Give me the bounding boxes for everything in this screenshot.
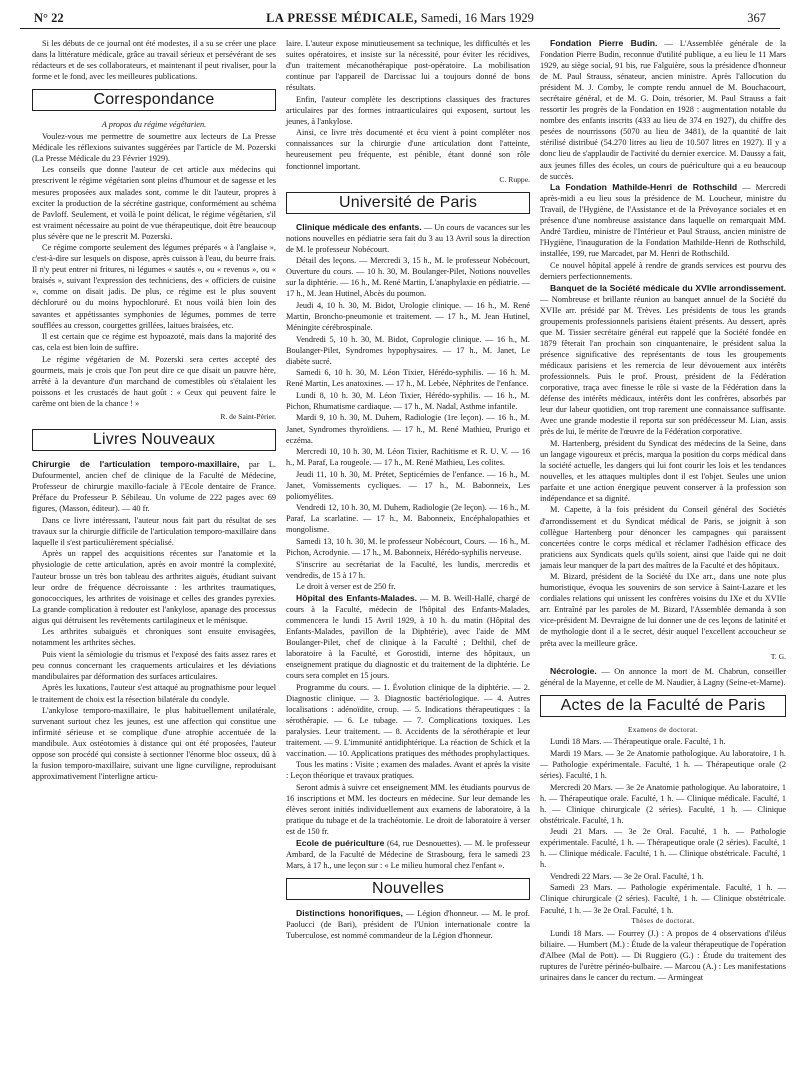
notice-text: — On annonce la mort de M. Chabrun, conseiller général de la Mayenne, et celle de M. Naudier, à Lagny (Seine-et-Marne). [540, 666, 787, 687]
book-review-paragraph: Après les luxations, l'auteur s'est attaqué au prognathisme pour lequel le traitement de choix est la résection bilatérale du condyle. [32, 683, 276, 704]
book-review-continued: laire. L'auteur expose minutieusement sa technique, les difficultés et les suites opératoires, et insiste sur la nécessité, pour éviter les récidives, d'un traitement mécanothérapique post-opératoire. La mobilisation continue par l'appareil de Darcissac lui a toujours donné de bons résultats. [286, 39, 530, 93]
notice-budin [540, 38, 786, 182]
correspondance-paragraph: Le régime végétarien de M. Pozerski sera certes accepté des gourmets, mais je crois que l'on peut dire ce que disait un pauvre hère, arrêté à la devanture d'un marchand de comestibles où s'étalaient les poissons et les crustacés de haut goût : « Ceux qui peuvent faire le carême ont bien de la chance ! » [32, 354, 276, 408]
page-number: 367 [747, 11, 766, 25]
lesson-schedule: Jeudi 11, 10 h. 30, M. Prétet, Septicémies de l'enfance. — 16 h., M. Janet, Vomissements cycliques. — 17 h., M. Babonneix, Les poliomyélites. [286, 469, 530, 501]
column-3 [540, 38, 786, 983]
section-title-livres: Livres Nouveaux [32, 429, 276, 451]
book-review-paragraph: L'ankylose temporo-maxillaire, le plus habituellement unilatérale, survenant surtout chez les jeunes, est une affection qui constitue une infirmité sérieuse et se complique d'une atrophie accentuée de la mandibule. Aux ostéotomies à distance qui ont été proposées, l'auteur oppose son procédé qui consiste à sectionner l'énorme bloc osseux, dû à la fusion temporo-maxillaire, suivant une ligne curviligne, reproduisant approximativement l'interligne articu- [32, 706, 276, 782]
column-1 [32, 38, 276, 783]
notice-rothschild [540, 182, 786, 259]
theses-label: Thèses de doctorat. [631, 917, 695, 926]
notice-text: Le droit à verser est de 250 fr. [296, 582, 396, 592]
book-entry [32, 459, 276, 514]
notice-necrologie [540, 666, 786, 688]
notice-hopital [286, 593, 530, 681]
book-review-signature: C. Ruppe. [499, 174, 530, 184]
correspondance-paragraph: Voulez-vous me permettre de soumettre aux lecteurs de La Presse Médicale les réflexions suivantes suggérées par l'article de M. Pozerski (La Presse Médicale du 23 Février 1929). [32, 131, 276, 163]
lesson-schedule: Mercredi 10, 10 h. 30, M. Léon Tixier, Rachitisme et R. U. V. — 16 h., M. Paraf, La rougeole. — 17 h., M. René Mathieu, Les colites. [286, 447, 530, 468]
notice-distinctions [286, 908, 530, 941]
notice-text: Ce nouvel hôpital appelé à rendre de grands services est pourvu des derniers perfectionnements. [540, 260, 786, 281]
notice-banquet [540, 283, 786, 438]
book-review-paragraph: Dans ce livre intéressant, l'auteur nous fait part du résultat de ses travaux sur la chirurgie difficile de l'articulation temporo-maxillaire dans laquelle il s'est particulièrement spécialisé. [32, 515, 276, 547]
notice-heading: La Fondation Mathilde-Henri de Rothschild [550, 182, 738, 193]
correspondance-signature: R. de Saint-Périer. [220, 411, 276, 421]
exam-label: Examens de doctorat. [627, 725, 699, 734]
notice-heading: Clinique médicale des enfants. [296, 221, 422, 232]
notice-text: — Un cours de vacances sur les notions nouvelles en pédiatrie sera fait du 3 au 13 Avril sous la direction de M. le professeur Nobécourt. [286, 222, 530, 254]
notice-ecole [286, 838, 530, 871]
journal-title [20, 11, 780, 26]
exam-entry: Vendredi 22 Mars. — 3e 2e Oral. Faculté, 1 h. [550, 871, 704, 881]
notice-text: S'inscrire au secrétariat de la Faculté, les lundis, mercredis et vendredis, de 15 à 17 h. [286, 559, 530, 580]
notice-text: M. Capette, à la fois président du Conseil général des Sociétés d'arrondissement et du Syndicat médical de Paris, se joignit à son collègue Hartenberg pour dénoncer les campagnes qui paraissent concertées contre le corps médical et réclamer l'adhésion efficace des praticiens aux Syndicats quels qu'ils soient, ainsi que l'aide qui ne doit jamais leur manquer de la part des maîtres de la Faculté et des hôpitaux. [540, 505, 786, 570]
notice-text: (64, rue Desnouettes). — M. le professeur Ambard, de la Faculté de Médecine de Strasbourg, fera le samedi 23 Mars, à 17 h., une leçon sur : « Le milieu humoral chez l'enfant ». [286, 838, 530, 870]
exam-entry: Mardi 19 Mars. — 3e 2e Anatomie pathologique. Au laboratoire, 1 h. — Pathologie expérimentale. Faculté, 1 h. — Thérapeutique orale (2 séries). Faculté, 1 h. [540, 748, 786, 780]
section-title-nouvelles: Nouvelles [286, 878, 530, 900]
book-review-paragraph: Ainsi, ce livre très documenté et écu vient à point compléter nos connaissances sur la chirurgie d'une articulation dont l'atteinte, heureusement peu fréquente, est pénible, étant donné son rôle fonctionnel important. [286, 128, 530, 171]
banquet-signature: T. G. [770, 651, 786, 661]
notice-text: M. Bizard, président de la Société du IXe arr., dans une note plus humoristique, évoqua les souvenirs de son service à Saint-Lazare et les cordiales relations qui unissent les confrères voisins du IXe et du XVIIe arr. Entraîné par les paroles de M. Bizard, l'Assemblée demanda à son vice-président M. Devraigne de lui donner une de ces leçons de latinité et de mythologie dont il a le secret, désir auquel l'excellent accoucheur se prêta avec la meilleure grâce. [540, 572, 786, 648]
book-reference: par L. Dufourmentel, ancien chef de clinique de la Faculté de Médecine, Professeur de chirurgie maxillo-faciale à l'Ecole dentaire de France. Préface du Professeur P. Sébileau. Un volume de 222 pages avec 69 figures, (Masson, éditeur). — 40 fr. [32, 460, 277, 514]
section-title-correspondance: Correspondance [32, 89, 276, 111]
notice-heading: Distinctions honorifiques, [296, 907, 403, 918]
correspondance-paragraph: Il est certain que ce régime est hypoazoté, mais dans la majorité des cas, cela est bien loin de suffire. [32, 332, 276, 353]
exam-entry: Lundi 18 Mars. — Thérapeutique orale. Faculté, 1 h. [550, 737, 726, 747]
column-2 [286, 38, 530, 942]
exam-entry: Samedi 23 Mars. — Pathologie expérimentale. Faculté, 1 h. — Clinique chirurgicale (2 séries). Faculté, 1 h. — Clinique obstétricale. Faculté, 1 h. — 3e 2e Oral. Faculté, 1 h. [540, 883, 786, 915]
lesson-schedule: Vendredi 12, 10 h. 30, M. Duhem, Radiologie (2e leçon). — 16 h., M. Paraf, La scarlatine. — 17 h., M. Babonneix, Encéphalopathies et mongolisme. [286, 503, 530, 535]
lesson-schedule: Mardi 9, 10 h. 30, M. Duhem, Radiologie (1re leçon). — 16 h., M. Janet, Syndromes thyroïdiens. — 17 h., M. René Mathieu, Prurigo et eczéma. [286, 413, 530, 445]
correspondance-paragraph: Ce régime comporte seulement des légumes préparés « à l'anglaise », c'est-à-dire sur lesquels on dispose, après cuisson à l'eau, du beurre frais. Il n'y peut entrer ni fritures, ni légumes « sautés », ou « revenus », ou « braisés », suivant l'expression des techniciens, des « officiers de cuisine », comme on disait jadis. De plus, ce régime est le plus souvent déchloruré ou du moins hypochloruré. Et nous voilà bien loin des savantes et appétissantes symphonies de légumes, pommes de terre soufflées au cresson, courgettes grillées, laitues braisées, etc. [32, 243, 276, 330]
notice-text: Seront admis à suivre cet enseignement MM. les étudiants pourvus de 16 inscriptions et MM. les docteurs en médecine. Sur leur demande les élèves seront initiés individuellement aux examens de laboratoire, à la pratique du tubage et de la trachéotomie. Le droit de laboratoire à verser est de 150 fr. [286, 783, 530, 837]
lesson-schedule: Vendredi 5, 10 h. 30, M. Bidot, Coprologie clinique. — 16 h., M. Boulanger-Pilet, Syndromes hypophysaires. — 17 h., M. Janet, Le diabète sucré. [286, 334, 530, 366]
correspondance-paragraph: Les conseils que donne l'auteur de cet article aux médecins qui prescrivent le régime végétarien sont pleins d'humour et de sagesse et les mesures proposées aux malades sont, comme le dit l'auteur, propres à exciter la production de la sécrétine gastrique, conformément au schéma de Pavloff. Seulement, et voilà le point délicat, le régime végétarien, s'il est vraiment nécessaire au point de vue thérapeutique, doit être beaucoup plus sévère que ne le prescrit M. Pozerski. [32, 165, 276, 241]
notice-heading: Nécrologie. [550, 665, 597, 676]
notice-heading: Hôpital des Enfants-Malades. [296, 592, 418, 603]
journal-name: LA PRESSE MÉDICALE, [266, 11, 418, 25]
book-review-paragraph: Puis vient la sémiologie du trismus et l'exposé des faits assez rares et peu connus concernant les craquements articulaires et les déviations mandibulaires par déformation des surfaces articulaires. [32, 649, 276, 681]
lesson-schedule: Samedi 6, 10 h. 30, M. Léon Tixier, Hérédo-syphilis. — 16 h. M. René Martin, Les anatoxines. — 17 h., M. Lebée, Néphrites de l'enfance. [286, 368, 530, 389]
theses-entry: Lundi 18 Mars. — Fourrey (J.) : A propos de 4 observations d'iléus biliaire. — Humbert (M.) : Étude de la valeur thérapeutique de l'opération d'Albee (Mal de Pott). — Di Ruggiero (G.) : Étude du traitement des ruptures de l'urètre périnéo-bulbaire. — Marcou (A.) : Les manifestations urinaires dans le cancer du rectum. — Armingeat [540, 928, 786, 982]
notice-heading: Fondation Pierre Budin. [550, 38, 658, 48]
book-review-paragraph: Les arthrites subaiguës et chroniques sont ensuite envisagées, notamment les arthrites sèches. [32, 627, 276, 648]
lesson-schedule: Samedi 13, 10 h. 30, M. le professeur Nobécourt, Cours. — 16 h., M. Pichon, Acrodynie. — 17 h., M. Babonneix, Hérédo-syphilis nerveuse. [286, 536, 530, 558]
notice-heading: Banquet de la Société médicale du XVIIe arrondissement. [550, 282, 786, 293]
notice-heading: Ecole de puériculture [296, 837, 385, 848]
running-header [20, 6, 780, 29]
book-review-paragraph: Enfin, l'auteur complète les descriptions classiques des fractures articulaires par des formes intraarticulaires qui exposent, surtout les jeunes, à l'ankylose. [286, 94, 530, 126]
lesson-schedule: Jeudi 4, 10 h. 30, M. Bidot, Urologie clinique. — 16 h., M. René Martin, Broncho-pneumonie et traitement. — 17 h., M. Jean Hutinel, Méningite cérébrospinale. [286, 300, 530, 333]
lesson-schedule: Détail des leçons. — Mercredi 3, 15 h., M. le professeur Nobécourt, Ouverture du cours. — 10 h. 30, M. Boulanger-Pilet, Notions nouvelles sur la diphtérie. — 16 h., M. René Martin, L'anaphylaxie en pédiatrie. — 17 h., M. Jean Hutinel, Abcès du poumon. [286, 256, 530, 299]
issue-date: Samedi, 16 Mars 1929 [420, 11, 534, 25]
notice-text: — Nombreuse et brillante réunion au banquet annuel de la Société du XVIIe arr. présidé par M. Trèves. Les présidents de tous les grands groupements professionnels parisiens étaient présents. Au dessert, après que M. Tissier secrétaire général eut rappelé que la Société fondée en 1879 fêterait l'an prochain son cinquantenaire, le président salua la présence significative des représentants de tous les groupements médicaux parisiens et les remercia de leur dévouement aux intérêts professionnels. Puis le prof. Proust, président de la Fédération corporative, traça avec finesse le rôle si vaste de la Fédération dans la défense des intérêts médicaux, intérêts dont les confrères, absorbés par leur dur labeur quotidien, ont trop rarement une connaissance suffisante. Avec une grande modestie il reporta sur son prédécesseur M. Lian, assis près de lui, le mérite de l'œuvre de la Fédération corporative. [540, 294, 786, 437]
lesson-schedule: Lundi 8, 10 h. 30, M. Léon Tixier, Hérédo-syphilis. — 16 h., M. Pichon, Rhumatisme cardiaque. — 17 h., M. Nadal, Asthme infantile. [286, 390, 530, 411]
exam-entry: Mercredi 20 Mars. — 3e 2e Anatomie pathologique. Au laboratoire, 1 h. — Thérapeutique orale. Faculté, 1 h. — Clinique médicale. Faculté, 1 h. — Clinique chirurgicale (2 séries). Faculté, 1 h. — Clinique obstétricale. Faculté, 1 h. [540, 782, 786, 825]
notice-text: — L'Assemblée générale de la Fondation Pierre Budin, reconnue d'utilité publique, a eu lieu le 11 Mars 1929, au siège social, 91 bis, rue Falguière, sous la présidence d'honneur de M. Paul Strauss, sénateur, ancien ministre. Après l'allocution du président M. J. Comby, le compte rendu annuel de M. Bouchacourt, secrétaire général, et de M. G. Doin, trésorier, M. Paul Strauss a fait ressortir les progrès de la Fondation en 1928 : augmentation notable du nombre des enfants inscrits (433 au lieu de 374 en 1927), du chiffre des pesées de nourrissons (5070 au lieu de 3481), de la quantité de lait stérilisé distribué (54.270 litres au lieu de 10.507 litres en 1927). Il y a donc lieu de s'applaudir de l'activité du dernier exercice. M. Daussy a fait, aux jeunes filles des écoles, un cours de puériculture qui a eu beaucoup de succès. [540, 39, 786, 181]
course-programme: Programme du cours. — 1. Évolution clinique de la diphtérie. — 2. Diagnostic clinique. — 3. Diagnostic bactériologique. — 4. Autres localisations : adénoïdite, croup. — 5. Indications thérapeutiques : la sérothérapie. — 6. Le tubage. — 7. Complications toxiques. Les paralysies. Leur traitement. — 8. Accidents de la sérothérapie et leur traitement. — 9. L'immunité antidiphtérique. La réaction de Schick et la vaccination. — 10. Applications pratiques des méthodes prophylactiques. [286, 682, 530, 758]
section-title-universite: Université de Paris [286, 192, 530, 214]
notice-text: — Mercredi après-midi a eu lieu sous la présidence de M. Loucheur, ministre du Travail, de l'Hygiène, de l'Assistance et de la Prévoyance sociales et en présence d'une nombreuse assistance dans laquelle on remarquait MM. André Tardieu, ministre de l'Intérieur et Paul Strauss, ancien ministre de l'Hygiène, l'inauguration de la Fondation Mathilde-Henri de Rothschild, installée, 199, rue Marcadet, par M. Henri de Rothschild. [540, 183, 786, 259]
correspondance-subtitle: A propos du régime végétarien. [101, 120, 207, 130]
book-title: Chirurgie de l'articulation temporo-maxillaire, [32, 459, 240, 470]
section-title-actes: Actes de la Faculté de Paris [540, 695, 786, 717]
notice-text: M. Hartenberg, président du Syndicat des médecins de la Seine, dans un langage vigoureux et précis, marqua la position du corps médical dans la société actuelle, les dangers qui lui font courir les lois et les tendances nouvelles, et les attaques multiples dont il est l'objet. Seules une union parfaite et une action énergique peuvent conserver à la profession son indépendance et sa dignité. [540, 438, 786, 503]
book-review-paragraph: Après un rappel des acquisitions récentes sur l'anatomie et la physiologie de cette articulation, après en avoir montré la complexité, l'auteur brosse un très bon tableau des arthrites aiguës, étudiant suivant leur ordre de fréquence décroissante : les arthrites traumatiques, gonococciques, les arthrites de voisinage et celles des grandes pyrexies. La grande complication à redouter est l'ankylose, apanage des processus aigus qui détruisent les revêtements cartilagineux et le ménisque. [32, 549, 276, 625]
notice-text: — Légion d'honneur. — M. le prof. Paolucci (de Bari), président de l'Union internationale contre la Tuberculose, est nommé commandeur de la Légion d'honneur. [286, 908, 531, 941]
notice-clinique [286, 222, 530, 255]
notice-text: Tous les matins : Visite ; examen des malades. Avant et après la visite : Leçon théorique et travaux pratiques. [286, 760, 530, 781]
intro-paragraph: Si les débuts de ce journal ont été modestes, il a su se créer une place dans la littérature médicale, grâce au travail sérieux et persévérant de ses rédacteurs et de ses collaborateurs, et maintenant il peut rivaliser, pour la forme et le fond, avec les meilleures publications. [32, 39, 276, 82]
issue-number: N° 22 [34, 11, 64, 25]
notice-text: — M. B. Weill-Hallé, chargé de cours à la Faculté, médecin de l'hôpital des Enfants-Malades, commencera le lundi 15 Avril 1929, à 10 h. du matin (Hôpital des Enfants-Malades, pavillon de la Diphtérie), avec l'aide de MM Boulanger-Pilet, chef de clinique à la Faculté ; Delthil, chef de laboratoire à la Faculté, et Gorostidi, interne des hôpitaux, un enseignement pratique du diagnostic et du traitement de la diphtérie. Le cours sera complet en 15 jours. [286, 593, 530, 681]
exam-entry: Jeudi 21 Mars. — 3e 2e Oral. Faculté, 1 h. — Pathologie expérimentale. Faculté, 1 h. — Thérapeutique orale (2 séries). Faculté, 1 h. — Clinique médicale. Faculté, 1 h. — Clinique obstétricale. Faculté, 1 h. [540, 827, 786, 870]
